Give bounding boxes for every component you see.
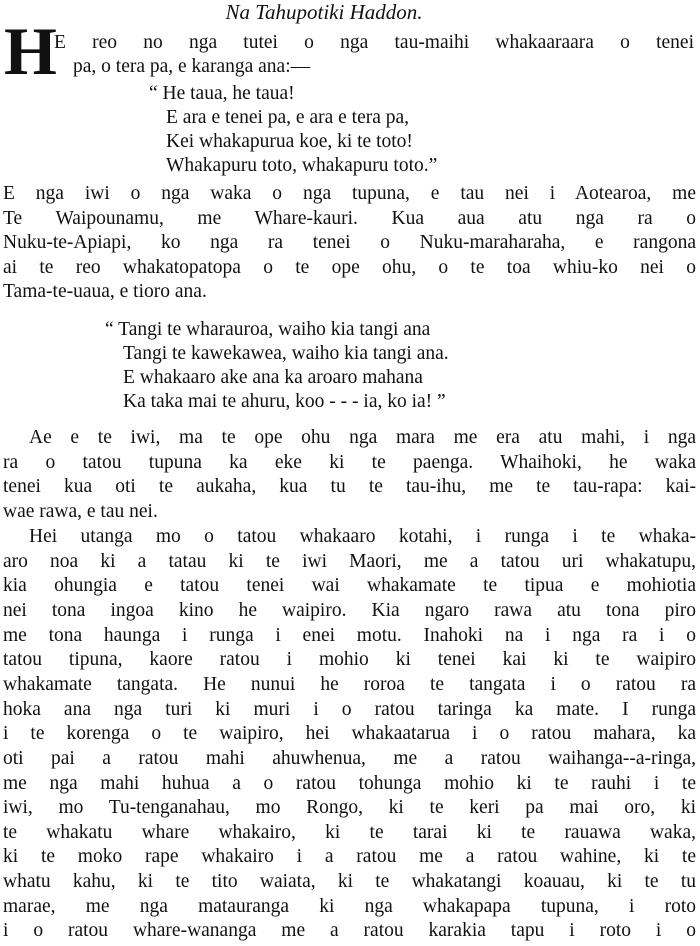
chant-line: “ Tangi te wharauroa, waiho kia tangi ana <box>105 319 431 340</box>
paragraph-line: i o ratou whare-wananga me a ratou karakia tapu i roto i o <box>3 920 696 942</box>
intro-line: pa, o tera pa, e karanga ana:— <box>73 56 311 77</box>
paragraph-line: kia ohungia e tatou tenei wai whakamate te tipua e mohiotia <box>3 575 696 597</box>
paragraph-line: aro noa ki a tatau ki te iwi Maori, me a tatou uri whakatupu, <box>3 550 696 572</box>
paragraph-line: me tona haunga i runga i enei motu. Inahoki na i nga ra i o <box>3 624 696 646</box>
paragraph-line: ki te moko rape whakairo i a ratou me a ratou wahine, ki te <box>3 846 696 868</box>
paragraph-line: iwi, mo Tu-tenganahau, mo Rongo, ki te keri pa mai oro, ki <box>3 797 696 819</box>
paragraph-line: ra o tatou tupuna ka eke ki te paenga. Whaihoki, he waka <box>3 451 696 473</box>
paragraph-line: Nuku-te-Apiapi, ko nga ra tenei o Nuku-maraharaha, e rangona <box>3 232 696 253</box>
chant-line: Tangi te kawekawea, waiho kia tangi ana. <box>123 343 449 364</box>
paragraph-line: me nga mahi huhua a o ratou tohunga mohio ki te rauhi i te <box>3 772 696 794</box>
paragraph-line: oti pai a ratou mahi ahuwhenua, me a ratou waihanga--a-ringa, <box>3 747 696 769</box>
paragraph-line: E nga iwi o nga waka o nga tupuna, e tau nei i Aotearoa, me <box>3 183 696 204</box>
intro-line: E reo no nga tutei o nga tau-maihi whakaaraara o tenei <box>54 32 694 53</box>
paragraph-line: Hei utanga mo o tatou whakaaro kotahi, i runga i te whaka- <box>29 526 696 547</box>
paragraph-line: Ae e te iwi, ma te ope ohu nga mara me era atu mahi, i nga <box>29 427 696 448</box>
paragraph-line: Tama-te-uaua, e tioro ana. <box>3 281 207 302</box>
chant-line: Whakapuru toto, whakapuru toto.” <box>166 155 438 176</box>
paragraph-line: Te Waipounamu, me Whare-kauri. Kua aua atu nga ra o <box>3 207 696 229</box>
chant-line: E ara e tenei pa, e ara e tera pa, <box>166 107 410 128</box>
paragraph-line: nei tona ingoa kino he waipiro. Kia ngaro rawa atu tona piro <box>3 599 696 621</box>
paragraph-line: wae rawa, e tau nei. <box>3 500 158 522</box>
chant-line: E whakaaro ake ana ka aroaro mahana <box>123 367 423 388</box>
chant-line: Ka taka mai te ahuru, koo - - - ia, ko ia! ” <box>123 391 446 412</box>
paragraph-line: te whakatu whare whakairo, ki te tarai ki te rauawa waka, <box>3 821 696 843</box>
chant-line: “ He taua, he taua! <box>149 83 295 104</box>
paragraph-line: whatu kahu, ki te tito waiata, ki te whakatangi koauau, ki te tu <box>3 871 696 893</box>
paragraph-line: tatou tipuna, kaore ratou i mohio ki tenei kai ki te waipiro <box>3 649 696 671</box>
drop-cap: H <box>4 13 57 89</box>
paragraph-line: hoka ana nga turi ki muri i o ratou taringa ka mate. I runga <box>3 698 696 720</box>
chant-line: Kei whakapurua koe, ki te toto! <box>166 131 413 152</box>
paragraph-line: marae, me nga matauranga ki nga whakapapa tupuna, i roto <box>3 895 696 917</box>
paragraph-line: tenei kua oti te aukaha, kua tu te tau-ihu, me te tau-rapa: kai- <box>3 476 696 497</box>
author-byline: Na Tahupotiki Haddon. <box>225 0 423 24</box>
paragraph-line: ai te reo whakatopatopa o te ope ohu, o te toa whiu-ko nei o <box>3 256 696 278</box>
paragraph-line: whakamate tangata. He nunui he roroa te tangata i o ratou ra <box>3 673 696 695</box>
paragraph-line: i te korenga o te waipiro, hei whakaatarua i o ratou mahara, ka <box>3 723 696 745</box>
